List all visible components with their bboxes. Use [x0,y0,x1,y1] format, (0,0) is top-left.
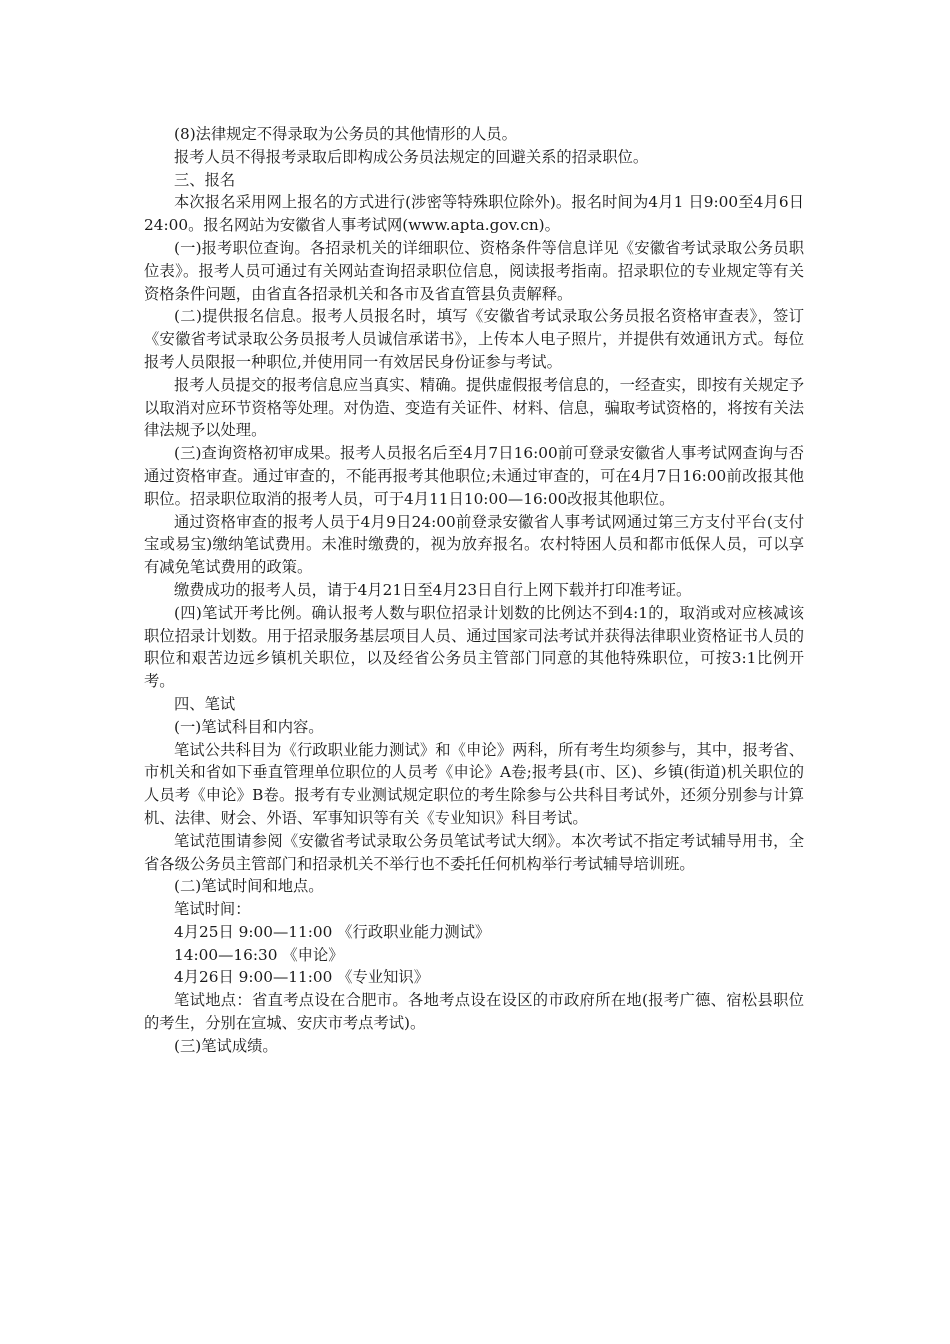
paragraph: (二)提供报名信息。报考人员报名时，填写《安徽省考试录取公务员报名资格审查表》，签订《安徽省考试录取公务员报考人员诚信承诺书》，上传本人电子照片，并提供有效通讯方式。每位报考人员限报一种职位,并使用同一有效居民身份证参与考试。 [144,307,804,371]
paragraph: 通过资格审查的报考人员于4月9日24:00前登录安徽省人事考试网通过第三方支付平台(支付宝或易宝)缴纳笔试费用。未准时缴费的，视为放弃报名。农村特困人员和都市低保人员，可以享有减免笔试费用的政策。 [144,512,804,577]
paragraph: 笔试范围请参阅《安徽省考试录取公务员笔试考试大纲》。本次考试不指定考试辅导用书，全省各级公务员主管部门和招录机关不举行也不委托任何机构举行考试辅导培训班。 [144,831,804,873]
schedule-line: 14:00—16:30 《申论》 [174,945,344,964]
paragraph: (三)查询资格初审成果。报考人员报名后至4月7日16:00前可登录安徽省人事考试网查询与否通过资格审查。通过审查的，不能再报考其他职位;未通过审查的，可在4月7日16:00前改报其他职位。招录职位取消的报考人员，可于4月11日10:00—16:00改报其他职位。 [144,444,804,508]
section-heading: 四、笔试 [174,694,236,713]
paragraph: 报考人员提交的报考信息应当真实、精确。提供虚假报考信息的，一经查实，即按有关规定予以取消对应环节资格等处理。对伪造、变造有关证件、材料、信息，骗取考试资格的，将按有关法律法规予以处理。 [144,375,804,440]
schedule-line: 4月25日 9:00—11:00 《行政职业能力测试》 [174,922,491,941]
section-heading: 三、报名 [174,170,236,189]
paragraph: 报考人员不得报考录取后即构成公务员法规定的回避关系的招录职位。 [174,147,649,166]
paragraph: 笔试时间： [174,900,251,919]
paragraph: 本次报名采用网上报名的方式进行(涉密等特殊职位除外)。报名时间为4月1 日9:00至4月6日24:00。报名网站为安徽省人事考试网(www.apta.gov.cn)。 [144,193,804,235]
paragraph: 笔试公共科目为《行政职业能力测试》和《申论》两科，所有考生均须参与，其中，报考省、市机关和省如下垂直管理单位职位的人员考《申论》A卷;报考县(市、区)、乡镇(街道)机关职位的人员考《申论》B卷。报考有专业测试规定职位的考生除参与公共科目考试外，还须分别参与计算机、法律、财会、外语、军事知识等有关《专业知识》科目考试。 [144,740,804,827]
paragraph: (四)笔试开考比例。确认报考人数与职位招录计划数的比例达不到4:1的，取消或对应核减该职位招录计划数。用于招录服务基层项目人员、通过国家司法考试并获得法律职业资格证书人员的职位和艰苦边远乡镇机关职位，以及经省公务员主管部门同意的其他特殊职位，可按3:1比例开考。 [144,603,804,691]
paragraph: 笔试地点：省直考点设在合肥市。各地考点设在设区的市政府所在地(报考广德、宿松县职位的考生，分别在宣城、安庆市考点考试)。 [144,991,804,1033]
subsection-heading: (二)笔试时间和地点。 [174,877,324,896]
subsection-heading: (三)笔试成绩。 [174,1036,278,1055]
subsection-heading: (一)笔试科目和内容。 [174,717,324,736]
paragraph: (一)报考职位查询。各招录机关的详细职位、资格条件等信息详见《安徽省考试录取公务员职位表》。报考人员可通过有关网站查询招录职位信息，阅读报考指南。招录职位的专业规定等有关资格条件问题，由省直各招录机关和各市及省直管县负责解释。 [144,238,804,303]
schedule-line: 4月26日 9:00—11:00 《专业知识》 [174,968,430,987]
paragraph: 缴费成功的报考人员，请于4月21日至4月23日自行上网下载并打印准考证。 [174,580,692,599]
paragraph: (8)法律规定不得录取为公务员的其他情形的人员。 [174,125,517,143]
document-page [144,123,804,1058]
